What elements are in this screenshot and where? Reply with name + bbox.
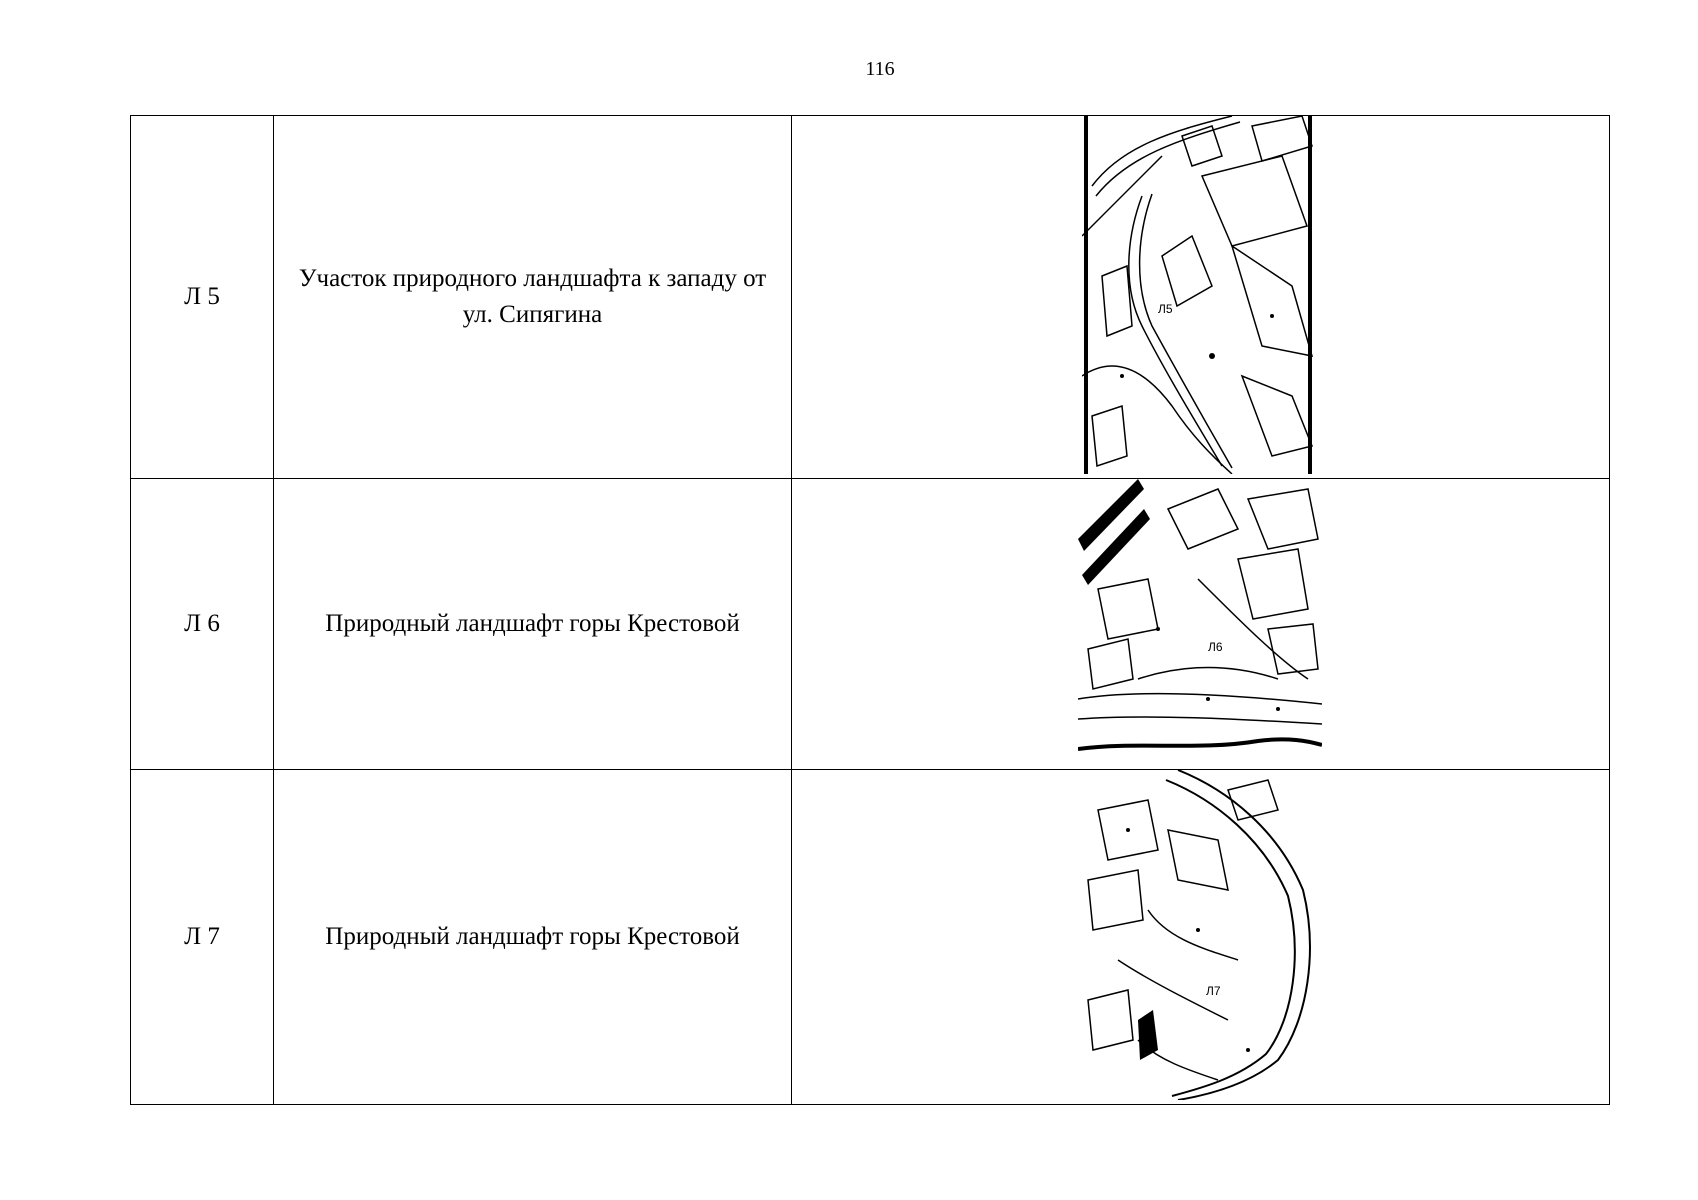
map-label-l5: Л5 xyxy=(1158,302,1173,316)
map-fragment-l7 xyxy=(1078,770,1322,1100)
map-cell xyxy=(792,770,1610,1105)
description-cell xyxy=(274,116,792,479)
row-code: Л 6 xyxy=(184,610,220,637)
map-label-l7: Л7 xyxy=(1206,984,1221,998)
table-row xyxy=(131,479,1610,770)
map-fragment-l6 xyxy=(1078,479,1322,763)
row-description: Участок природного ландшафта к западу от ул. Сипягина xyxy=(298,265,767,328)
code-cell xyxy=(131,770,274,1105)
description-cell xyxy=(274,770,792,1105)
code-cell xyxy=(131,116,274,479)
table-row xyxy=(131,770,1610,1105)
page-number: 116 xyxy=(865,58,895,80)
map-cell xyxy=(792,116,1610,479)
row-description: Природный ландшафт горы Крестовой xyxy=(325,610,740,637)
row-code: Л 5 xyxy=(184,283,220,310)
landscape-table xyxy=(130,115,1610,1105)
map-fragment-l5 xyxy=(1082,116,1314,474)
row-code: Л 7 xyxy=(184,923,220,950)
row-description: Природный ландшафт горы Крестовой xyxy=(325,923,740,950)
table-row xyxy=(131,116,1610,479)
map-cell xyxy=(792,479,1610,770)
description-cell xyxy=(274,479,792,770)
map-label-l6: Л6 xyxy=(1208,640,1223,654)
code-cell xyxy=(131,479,274,770)
